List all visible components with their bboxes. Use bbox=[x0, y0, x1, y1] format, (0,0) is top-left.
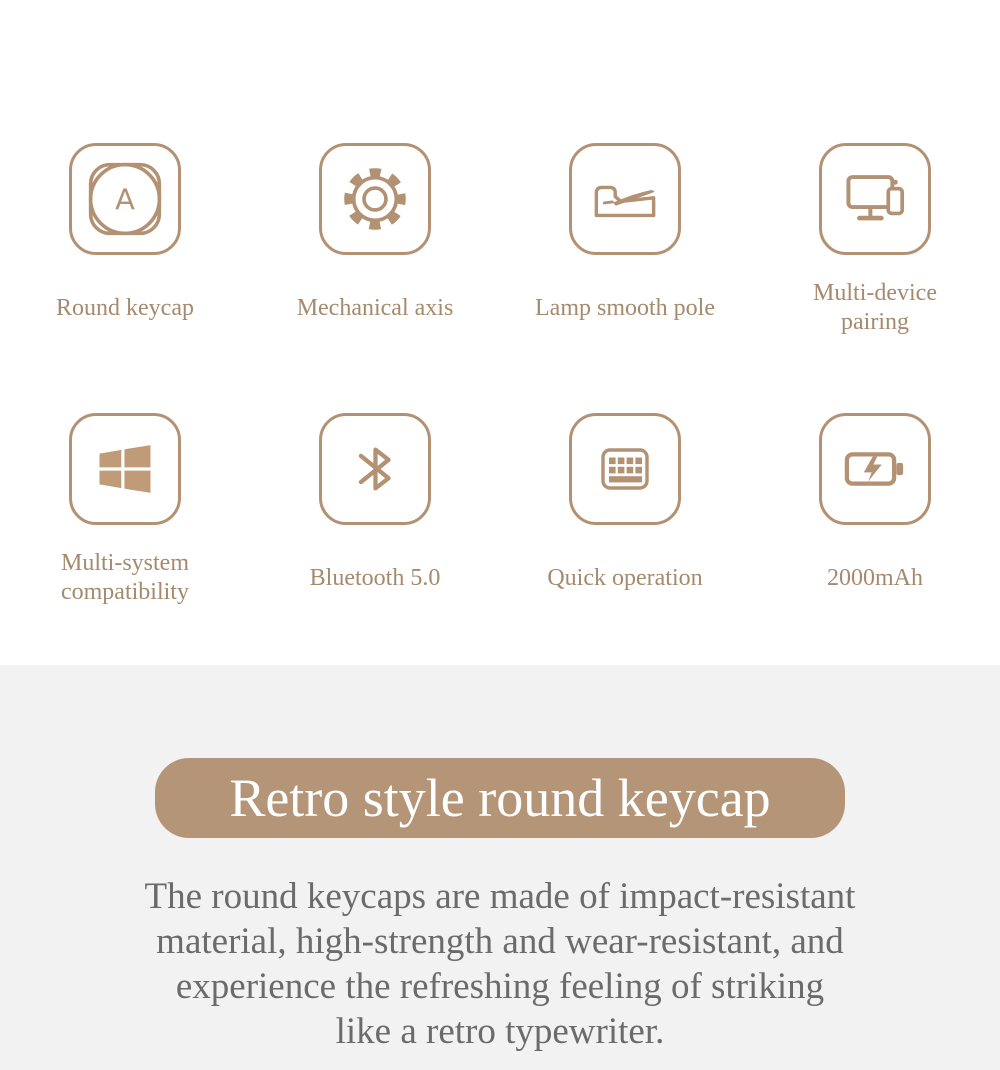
round-keycap-icon bbox=[69, 143, 181, 255]
bluetooth-icon bbox=[319, 413, 431, 525]
keyboard-icon bbox=[569, 413, 681, 525]
description-line: like a retro typewriter. bbox=[335, 1011, 665, 1052]
feature-label: 2000mAh bbox=[827, 564, 923, 591]
keycap-letter: A bbox=[115, 182, 135, 217]
feature-row-top bbox=[0, 143, 1000, 339]
section-title-banner bbox=[155, 758, 845, 838]
feature-quick-operation bbox=[500, 413, 750, 609]
feature-label: Lamp smooth pole bbox=[535, 294, 715, 321]
feature-label: Multi-device pairing bbox=[813, 280, 937, 335]
feature-mechanical-axis bbox=[250, 143, 500, 339]
feature-multi-system-compatibility bbox=[0, 413, 250, 609]
info-section bbox=[0, 665, 1000, 1070]
monitor-phone-icon bbox=[819, 143, 931, 255]
description-line: experience the refreshing feeling of striking bbox=[175, 966, 825, 1007]
feature-label: Mechanical axis bbox=[296, 294, 454, 321]
windows-logo-icon bbox=[69, 413, 181, 525]
battery-charging-icon bbox=[819, 413, 931, 525]
feature-label: Quick operation bbox=[547, 564, 703, 591]
feature-label: Round keycap bbox=[56, 294, 194, 321]
key-switch-profile-icon bbox=[569, 143, 681, 255]
feature-round-keycap bbox=[0, 143, 250, 339]
gear-icon bbox=[319, 143, 431, 255]
description-line: The round keycaps are made of impact-resistant bbox=[144, 876, 856, 917]
feature-lamp-smooth-pole bbox=[500, 143, 750, 339]
feature-multi-device-pairing bbox=[750, 143, 1000, 339]
feature-battery bbox=[750, 413, 1000, 609]
feature-label: Bluetooth 5.0 bbox=[309, 564, 441, 591]
description-line: material, high-strength and wear-resistant, and bbox=[156, 921, 844, 962]
feature-bluetooth bbox=[250, 413, 500, 609]
feature-label: Multi-system compatibility bbox=[60, 550, 189, 605]
description bbox=[0, 874, 1000, 1054]
section-title: Retro style round keycap bbox=[229, 768, 771, 828]
feature-row-bottom bbox=[0, 413, 1000, 609]
